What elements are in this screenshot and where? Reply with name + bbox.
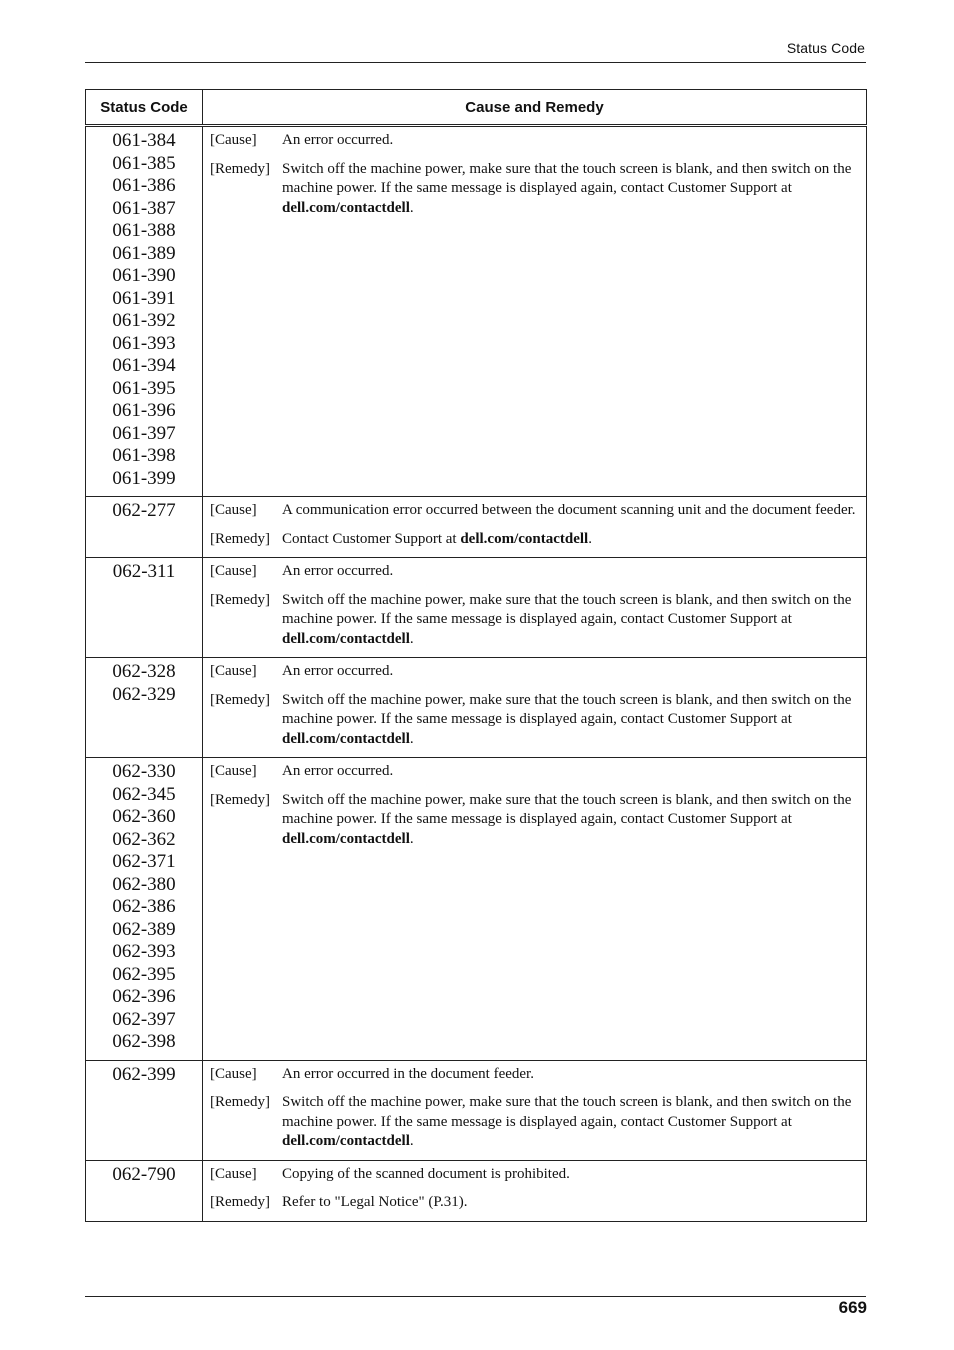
remedy-tag: [Remedy] [210,791,270,808]
status-code: 062-393 [112,941,176,962]
running-header-title: Status Code [786,40,865,56]
cause-tag: [Cause] [210,663,257,679]
table-row [86,497,867,558]
remedy-end: . [588,530,592,547]
footer-divider [85,1296,866,1297]
cause-remedy-cell [203,658,867,758]
remedy-end: . [409,830,414,847]
table-row [86,126,867,497]
remedy-text-block [282,1093,858,1152]
remedy-entry [210,591,858,650]
cause-remedy-cell [203,1060,867,1160]
column-header-cause-and-remedy: Cause and Remedy [203,90,867,126]
cause-text: An error occurred. [282,132,394,148]
cause-entry [210,662,858,682]
cause-entry [210,1165,858,1185]
cause-tag: [Cause] [210,502,257,518]
status-code: 061-392 [112,310,176,331]
support-link[interactable]: dell.com/contactdell [282,630,410,647]
remedy-tag: [Remedy] [210,160,270,177]
status-code: 062-386 [112,896,176,917]
status-code: 062-396 [112,986,176,1007]
status-code: 061-389 [112,242,176,264]
remedy-text-block [282,530,858,550]
status-code: 062-399 [112,1063,176,1085]
status-code: 061-398 [112,445,176,466]
support-link[interactable]: dell.com/contactdell [282,830,410,847]
status-code: 062-371 [112,851,176,872]
cause-remedy-cell [203,497,867,558]
remedy-entry [210,160,858,219]
support-link[interactable]: dell.com/contactdell [282,730,410,747]
cause-entry [210,762,858,782]
remedy-tag: [Remedy] [210,530,270,547]
table-row [86,558,867,658]
status-code: 061-387 [112,197,176,219]
remedy-text-block [282,591,858,650]
status-code: 061-393 [112,332,176,354]
cause-tag: [Cause] [210,1065,257,1082]
remedy-text-block [282,1193,858,1213]
remedy-text-block [282,791,858,850]
remedy-text: Switch off the machine power, make sure that the touch screen is blank, and then switch on the machine power. If the same message is displayed again, contact Customer Support at [282,160,852,196]
cause-tag: [Cause] [210,1165,257,1182]
status-code: 061-391 [112,287,176,309]
status-code: 061-396 [112,400,176,421]
status-code-cell [86,1060,203,1160]
cause-entry [210,1065,858,1085]
status-code: 062-330 [112,761,176,782]
cause-entry [210,501,858,521]
status-code: 062-329 [112,683,176,705]
remedy-entry [210,791,858,850]
remedy-end: . [409,630,414,647]
status-code: 061-397 [112,422,176,444]
status-code: 061-394 [112,355,176,376]
status-code: 062-790 [112,1163,176,1185]
remedy-text-block [282,691,858,750]
remedy-end: . [409,199,414,216]
cause-text: An error occurred. [282,563,394,579]
cause-entry [210,562,858,582]
status-code: 061-384 [112,130,176,151]
cause-remedy-cell [203,1160,867,1221]
status-code: 062-345 [112,783,176,805]
header-divider [85,62,866,63]
page-number: 669 [838,1298,867,1317]
remedy-entry [210,1193,858,1213]
column-header-status-code: Status Code [86,90,203,126]
status-code: 062-360 [112,806,176,827]
support-link[interactable]: dell.com/contactdell [282,1133,410,1149]
status-code-cell [86,658,203,758]
cause-tag: [Cause] [210,132,257,148]
status-code: 062-277 [112,500,176,521]
cause-tag: [Cause] [210,763,257,779]
remedy-end: . [409,730,414,747]
status-code: 062-398 [112,1031,176,1052]
status-code-table [85,89,867,1222]
remedy-tag: [Remedy] [210,591,270,608]
status-code: 062-362 [112,828,176,850]
cause-remedy-cell [203,558,867,658]
remedy-text: Contact Customer Support at [282,530,461,547]
support-link[interactable]: dell.com/contactdell [460,530,589,547]
remedy-entry [210,1093,858,1152]
status-code: 062-380 [112,873,176,895]
status-code: 061-386 [112,175,176,196]
cause-remedy-cell [203,758,867,1061]
support-link[interactable]: dell.com/contactdell [282,199,410,216]
remedy-entry [210,691,858,750]
remedy-tag: [Remedy] [210,1094,270,1110]
cause-text: A communication error occurred between the document scanning unit and the document feeder. [282,502,856,518]
status-code: 062-395 [112,963,176,985]
status-code: 061-399 [112,467,176,489]
remedy-text: Switch off the machine power, make sure that the touch screen is blank, and then switch on the machine power. If the same message is displayed again, contact Customer Support at [282,1094,852,1130]
status-code: 062-311 [112,561,176,582]
table-body [86,126,867,1222]
status-code-cell [86,497,203,558]
cause-entry [210,131,858,151]
status-code: 062-389 [112,918,176,940]
cause-text: An error occurred. [282,663,394,679]
status-code-cell [86,558,203,658]
status-code: 061-395 [112,377,176,399]
status-code: 061-390 [112,265,176,286]
cause-text: An error occurred in the document feeder. [282,1065,534,1082]
remedy-text-block [282,160,858,219]
remedy-text: Refer to "Legal Notice" (P.31). [282,1194,468,1210]
table-row [86,758,867,1061]
table-row [86,658,867,758]
status-code-cell [86,126,203,497]
cause-text: An error occurred. [282,763,394,779]
status-code-cell [86,758,203,1061]
table-row [86,1160,867,1221]
remedy-text: Switch off the machine power, make sure that the touch screen is blank, and then switch on the machine power. If the same message is displayed again, contact Customer Support at [282,691,852,727]
cause-remedy-cell [203,126,867,497]
status-code-cell [86,1160,203,1221]
remedy-tag: [Remedy] [210,691,270,708]
remedy-text: Switch off the machine power, make sure that the touch screen is blank, and then switch on the machine power. If the same message is displayed again, contact Customer Support at [282,791,852,827]
remedy-end: . [409,1133,414,1149]
remedy-entry [210,530,858,550]
status-code: 062-328 [112,661,176,682]
table-row [86,1060,867,1160]
status-code: 062-397 [112,1008,176,1030]
remedy-tag: [Remedy] [210,1194,270,1210]
cause-tag: [Cause] [210,563,257,579]
status-code: 061-385 [112,152,176,174]
remedy-text: Switch off the machine power, make sure that the touch screen is blank, and then switch on the machine power. If the same message is displayed again, contact Customer Support at [282,591,852,627]
cause-text: Copying of the scanned document is prohibited. [282,1165,570,1182]
table-header-row [86,90,867,126]
status-code: 061-388 [112,220,176,241]
